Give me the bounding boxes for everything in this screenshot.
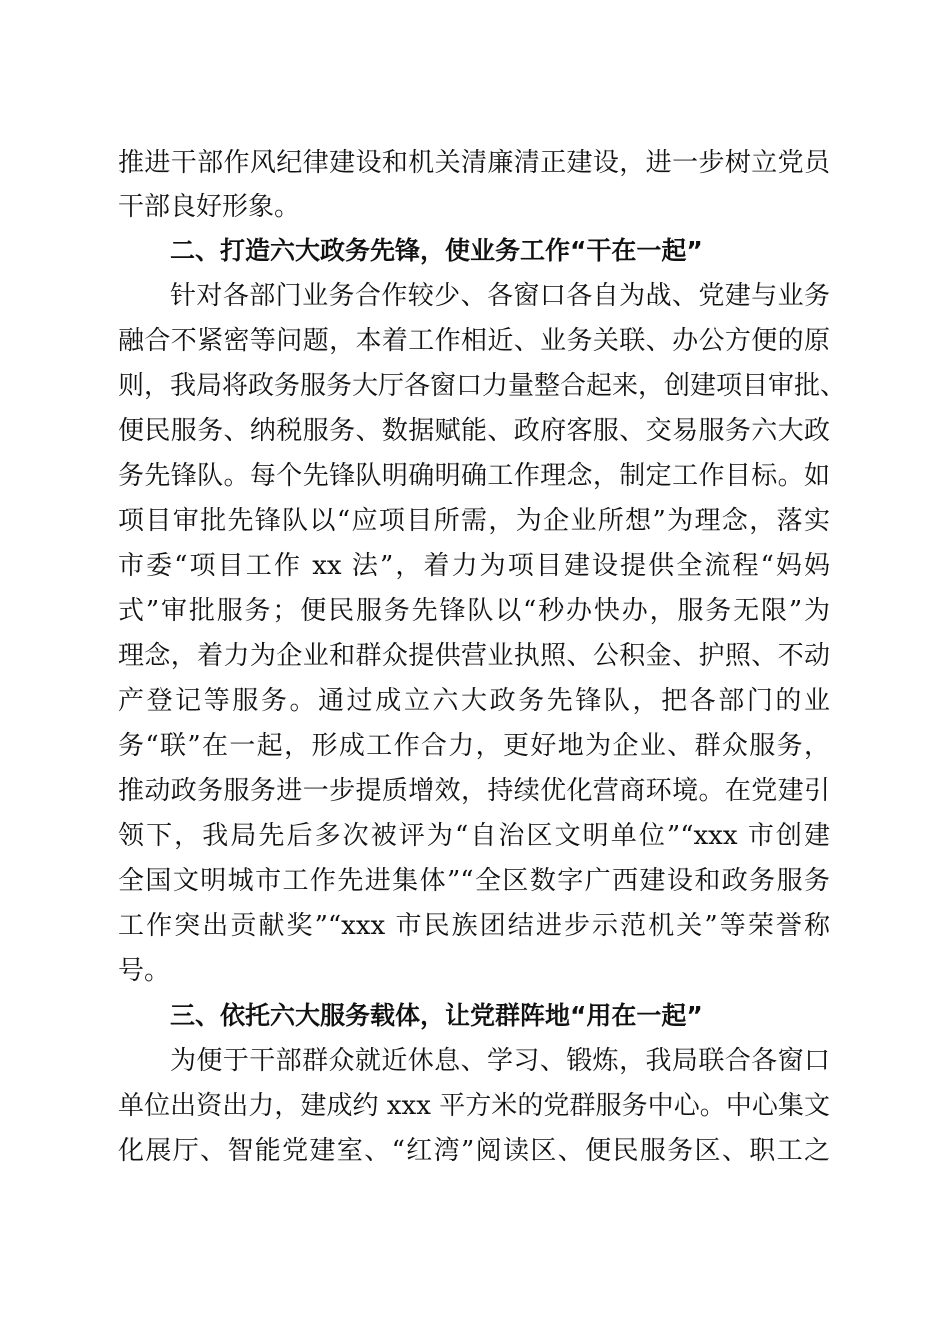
body-line: 为便于干部群众就近休息、学习、锻炼，我局联合各窗口 (170, 1046, 830, 1076)
section-heading-3: 三、依托六大服务载体，让党群阵地“用在一起” (170, 1001, 703, 1030)
body-line: 务“联”在一起，形成工作合力，更好地为企业、群众服务， (118, 731, 830, 761)
body-line: 式”审批服务；便民服务先锋队以“秒办快办，服务无限”为 (118, 596, 830, 626)
body-line: 单位出资出力，建成约 xxx 平方米的党群服务中心。中心集文 (118, 1091, 830, 1121)
body-line: 针对各部门业务合作较少、各窗口各自为战、党建与业务 (170, 281, 830, 311)
body-line: 务先锋队。每个先锋队明确明确工作理念，制定工作目标。如 (118, 461, 830, 491)
body-line: 领下，我局先后多次被评为“自治区文明单位”“xxx 市创建 (118, 821, 830, 851)
section-heading-2: 二、打造六大政务先锋，使业务工作“干在一起” (170, 236, 703, 265)
body-line: 化展厅、智能党建室、“红湾”阅读区、便民服务区、职工之 (118, 1136, 830, 1166)
body-line: 号。 (118, 956, 171, 986)
body-line: 干部良好形象。 (118, 192, 301, 222)
body-line: 产登记等服务。通过成立六大政务先锋队，把各部门的业 (118, 686, 830, 716)
body-line: 理念，着力为企业和群众提供营业执照、公积金、护照、不动 (118, 641, 830, 671)
body-line: 则，我局将政务服务大厅各窗口力量整合起来，创建项目审批、 (118, 371, 847, 401)
body-line: 融合不紧密等问题，本着工作相近、业务关联、办公方便的原 (118, 326, 830, 356)
body-line: 推进干部作风纪律建设和机关清廉清正建设，进一步树立党员 (118, 148, 830, 178)
body-line: 项目审批先锋队以“应项目所需，为企业所想”为理念，落实 (118, 506, 830, 536)
body-line: 推动政务服务进一步提质增效，持续优化营商环境。在党建引 (118, 776, 830, 806)
body-line: 全国文明城市工作先进集体”“全区数字广西建设和政务服务 (118, 866, 830, 896)
body-line: 便民服务、纳税服务、数据赋能、政府客服、交易服务六大政 (118, 416, 830, 446)
body-line: 工作突出贡献奖”“xxx 市民族团结进步示范机关”等荣誉称 (118, 911, 830, 941)
body-line: 市委“项目工作 xx 法”，着力为项目建设提供全流程“妈妈 (118, 551, 830, 581)
